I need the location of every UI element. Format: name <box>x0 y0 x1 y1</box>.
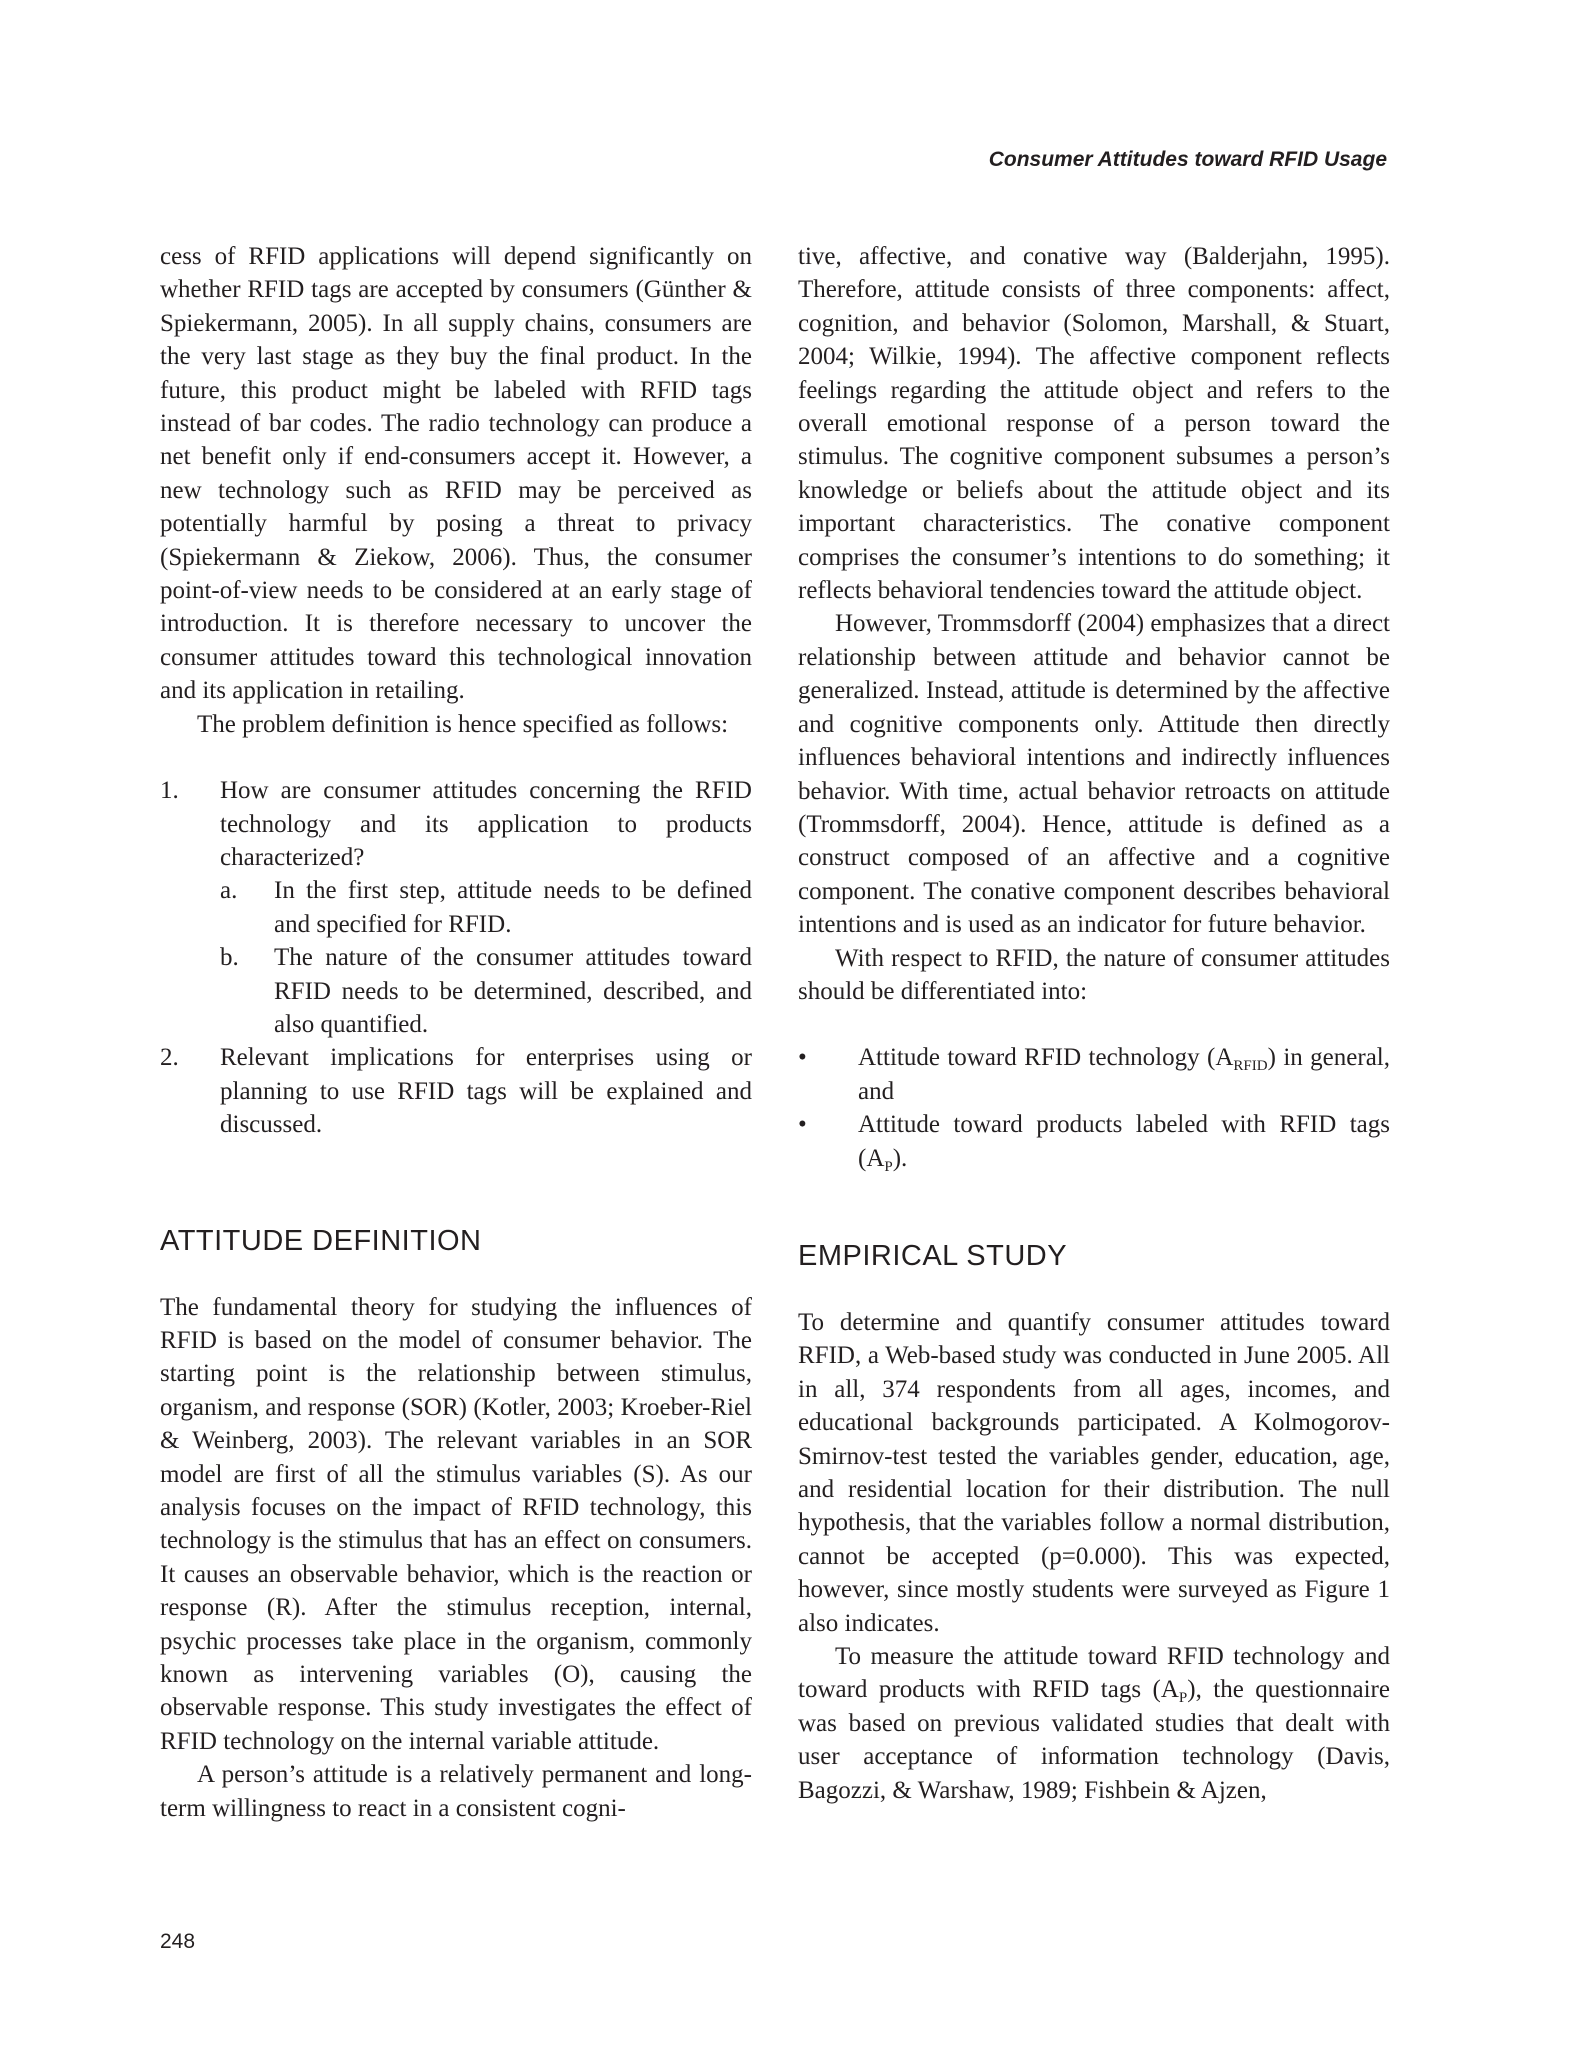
subscript: P <box>884 1158 893 1175</box>
list-item-text: How are consumer attitudes concerning the RFID technology and its application to products characterized? <box>220 777 752 871</box>
paragraph: The problem definition is hence specified as follows: <box>197 710 729 738</box>
sub-list-item-text: The nature of the consumer attitudes toward RFID needs to be determined, described, and also quantified. <box>274 944 752 1038</box>
list-number: 2. <box>160 1044 179 1072</box>
bullet-text: ). <box>892 1144 908 1172</box>
paragraph <box>798 1640 1390 1807</box>
subscript: P <box>1178 1690 1188 1707</box>
section-heading-attitude-definition: ATTITUDE DEFINITION <box>160 1224 482 1257</box>
sub-list-letter: b. <box>220 944 239 972</box>
list-number: 1. <box>160 777 179 805</box>
list-item <box>798 1108 1390 1175</box>
attitude-bullet-list <box>798 1041 1390 1175</box>
page-number: 248 <box>160 1930 196 1953</box>
paragraph: tive, affective, and conative way (Balderjahn, 1995). Therefore, attitude consists of three components: affect, cognition, and behavior (Solomon, Marshall, & Stuart, 2004; Wilkie, 1994). The affective component reflects feelings regarding the attitude object and refers to the overall emotional response of a person toward the stimulus. The cognitive component subsumes a person’s knowledge or beliefs about the attitude object and its important characteristics. The conative component comprises the consumer’s intentions to do something; it reflects behavioral tendencies toward the attitude object. <box>798 243 1390 605</box>
problem-list <box>160 774 752 1141</box>
list-item-text: Relevant implications for enterprises using or planning to use RFID tags will be explained and discussed. <box>220 1044 752 1139</box>
section-heading-empirical-study: EMPIRICAL STUDY <box>798 1239 1068 1272</box>
sub-list-letter: a. <box>220 877 238 905</box>
list-item <box>798 1041 1390 1108</box>
bullet-text: ) in general, and <box>858 1044 1390 1105</box>
right-column <box>798 240 1390 1807</box>
list-item <box>160 1041 752 1141</box>
left-column <box>160 240 752 1825</box>
list-item <box>160 774 752 1041</box>
sub-list <box>220 874 752 1041</box>
paragraph: The fundamental theory for studying the influences of RFID is based on the model of consumer behavior. The starting point is the relationship between stimulus, organism, and response (SOR) (Kotler, 2003; Kroeber-Riel & Weinberg, 2003). The relevant variables in an SOR model are first of all the stimulus variables (S). As our analysis focuses on the impact of RFID technology, this technology is the stimulus that has an effect on consumers. It causes an observable behavior, which is the reaction or response (R). After the stimulus reception, internal, psychic processes take place in the organism, commonly known as intervening variables (O), causing the observable response. This study investigates the effect of RFID technology on the internal variable attitude. <box>160 1293 752 1755</box>
subscript: RFID <box>1233 1058 1268 1075</box>
sub-list-item <box>220 874 752 941</box>
bullet-text: Attitude toward products labeled with RFID tags (A <box>858 1111 1390 1172</box>
paragraph: A person’s attitude is a relatively permanent and long-term willingness to react in a consistent cogni- <box>160 1761 752 1822</box>
sub-list-item-text: In the first step, attitude needs to be defined and specified for RFID. <box>274 877 752 938</box>
paragraph-text: To measure the attitude toward RFID technology and toward products with RFID tags (A <box>798 1643 1390 1704</box>
bullet-marker: • <box>798 1111 807 1139</box>
paragraph: To determine and quantify consumer attitudes toward RFID, a Web-based study was conducted in June 2005. All in all, 374 respondents from all ages, incomes, and educational backgrounds participated. A Kolmogorov-Smirnov-test tested the variables gender, education, age, and residential location for their distribution. The null hypothesis, that the variables follow a normal distribution, cannot be accepted (p=0.000). This was expected, however, since mostly students were surveyed as Figure 1 also indicates. <box>798 1308 1390 1637</box>
paragraph-text: ), the questionnaire was based on previous validated studies that dealt with user acceptance of information technology (Davis, Bagozzi, & Warshaw, 1989; Fishbein & Ajzen, <box>798 1676 1390 1804</box>
paragraph: cess of RFID applications will depend significantly on whether RFID tags are accepted by consumers (Günther & Spiekermann, 2005). In all supply chains, consumers are the very last stage as they buy the final product. In the future, this product might be labeled with RFID tags instead of bar codes. The radio technology can produce a net benefit only if end-consumers accept it. However, a new technology such as RFID may be perceived as potentially harmful by posing a threat to privacy (Spiekermann & Ziekow, 2006). Thus, the consumer point-of-view needs to be considered at an early stage of introduction. It is therefore necessary to uncover the consumer attitudes toward this technological innovation and its application in retailing. <box>160 243 752 705</box>
bullet-marker: • <box>798 1044 807 1072</box>
sub-list-item <box>220 941 752 1041</box>
paragraph: However, Trommsdorff (2004) emphasizes that a direct relationship between attitude and behavior cannot be generalized. Instead, attitude is determined by the affective and cognitive components only. Attitude then directly influences behavioral intentions and indirectly influences behavior. With time, actual behavior retroacts on attitude (Trommsdorff, 2004). Hence, attitude is defined as a construct composed of an affective and a cognitive component. The conative component describes behavioral intentions and is used as an indicator for future behavior. <box>798 610 1390 939</box>
bullet-text: Attitude toward RFID technology (A <box>858 1044 1234 1072</box>
paragraph: With respect to RFID, the nature of consumer attitudes should be differentiated into: <box>798 944 1390 1005</box>
running-head: Consumer Attitudes toward RFID Usage <box>988 148 1387 171</box>
